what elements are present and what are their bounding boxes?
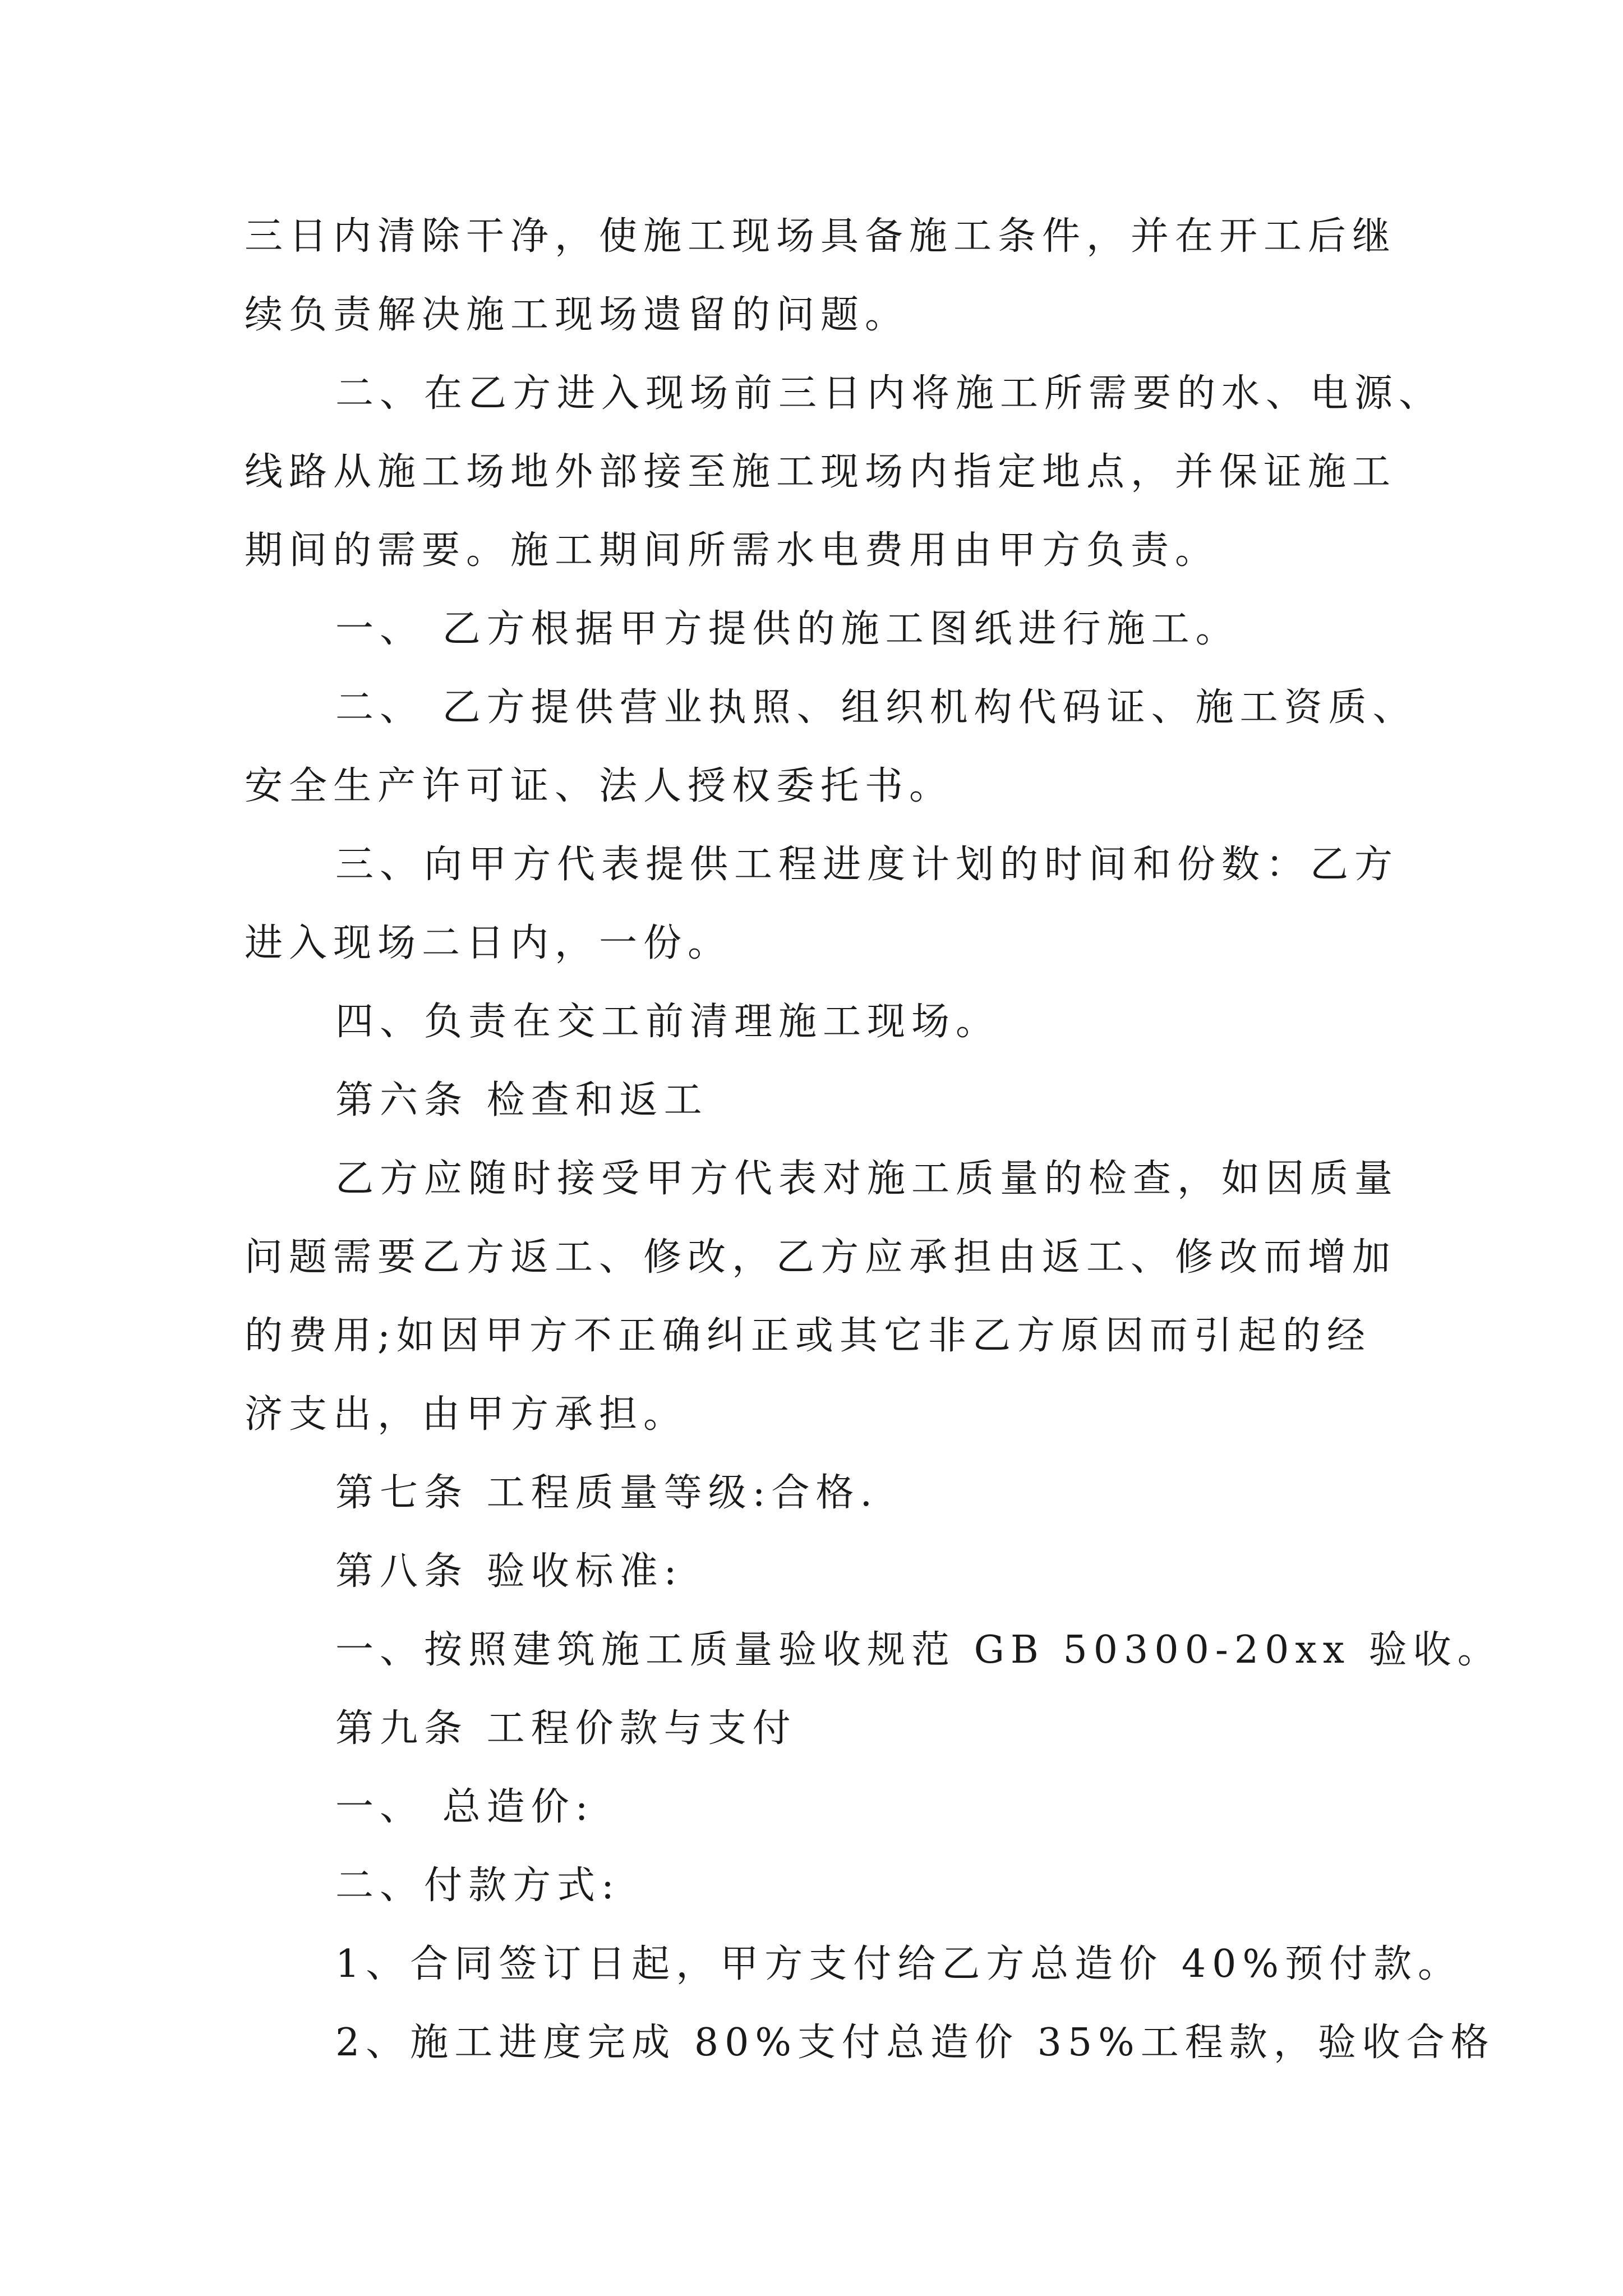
section-heading: 第七条 工程质量等级:合格. — [335, 1471, 879, 1515]
text-line: 一、 总造价: — [335, 1785, 594, 1829]
text-line: 一、 乙方根据甲方提供的施工图纸进行施工。 — [335, 607, 1240, 651]
text-line: 二、付款方式: — [335, 1864, 620, 1908]
text-line: 乙方应随时接受甲方代表对施工质量的检查，如因质量 — [335, 1157, 1399, 1201]
section-heading: 第八条 验收标准: — [335, 1549, 683, 1594]
text-line: 安全生产许可证、法人授权委托书。 — [245, 764, 954, 808]
text-line: 三、向甲方代表提供工程进度计划的时间和份数：乙方 — [335, 843, 1399, 887]
text-line: 期间的需要。施工期间所需水电费用由甲方负责。 — [245, 528, 1220, 573]
text-line: 济支出，由甲方承担。 — [245, 1392, 688, 1437]
section-heading: 第六条 检查和返工 — [335, 1078, 708, 1122]
text-line: 2、施工进度完成 80%支付总造价 35%工程款，验收合格 — [335, 2021, 1495, 2065]
text-line: 线路从施工场地外部接至施工现场内指定地点，并保证施工 — [245, 450, 1397, 494]
text-line: 三日内清除干净，使施工现场具备施工条件，并在开工后继 — [245, 214, 1397, 259]
text-line: 问题需要乙方返工、修改，乙方应承担由返工、修改而增加 — [245, 1235, 1397, 1280]
text-line: 的费用;如因甲方不正确纠正或其它非乙方原因而引起的经 — [245, 1314, 1371, 1358]
text-line: 一、按照建筑施工质量验收规范 GB 50300-20xx 验收。 — [335, 1628, 1502, 1672]
text-line: 1、合同签订日起，甲方支付给乙方总造价 40%预付款。 — [335, 1942, 1463, 1986]
text-line: 进入现场二日内，一份。 — [245, 921, 732, 965]
text-line: 二、 乙方提供营业执照、组织机构代码证、施工资质、 — [335, 685, 1417, 730]
section-heading: 第九条 工程价款与支付 — [335, 1706, 797, 1751]
text-line: 四、负责在交工前清理施工现场。 — [335, 1000, 1000, 1044]
text-line: 二、在乙方进入现场前三日内将施工所需要的水、电源、 — [335, 371, 1444, 416]
text-line: 续负责解决施工现场遗留的问题。 — [245, 293, 910, 337]
